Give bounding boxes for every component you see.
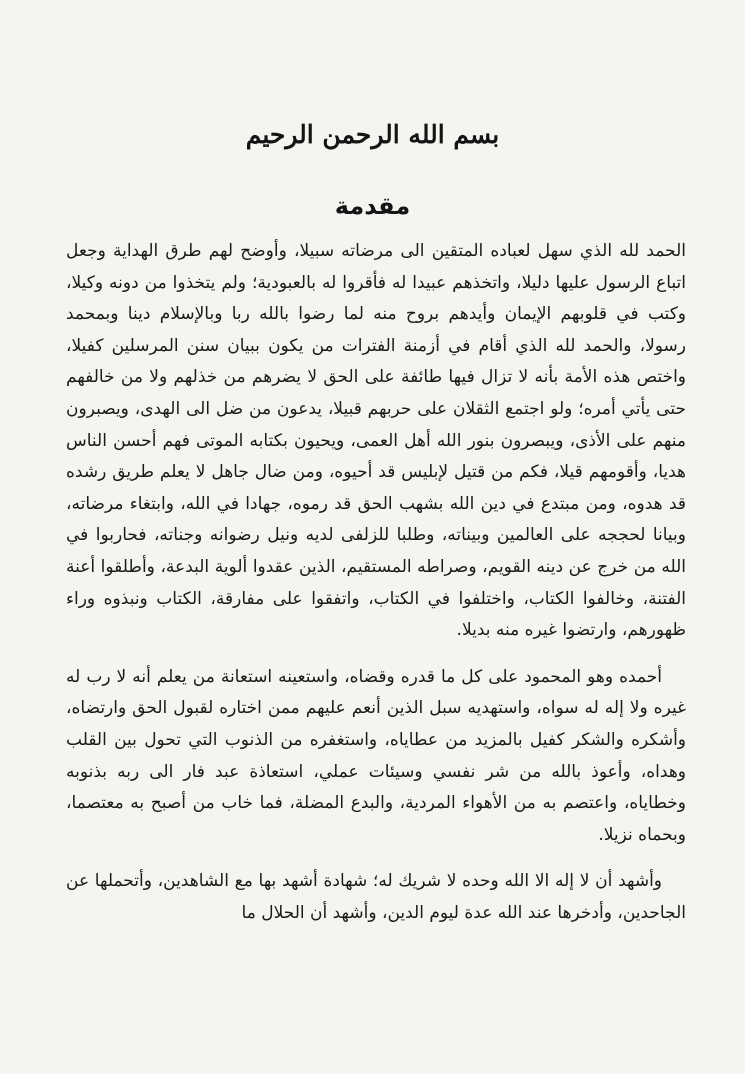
body-text	[66, 236, 686, 944]
section-heading: مقدمة	[334, 192, 411, 220]
paragraph: الحمد لله الذي سهل لعباده المتقين الى مرضاته سبيلا، وأوضح لهم طرق الهداية وجعل اتباع الرسول عليها دليلا، واتخذهم عبيدا له فأقروا له بالعبودية؛ ولم يتخذوا من دونه وكيلا، وكتب في قلوبهم الإيمان وأيدهم بروح منه لما رضوا بالله ربا وبالإسلام دينا وبمحمد رسولا، والحمد لله الذي أقام في أزمنة الفترات من يكون ببيان سنن المرسلين كفيلا، واختص هذه الأمة بأنه لا تزال فيها طائفة على الحق لا يضرهم من خذلهم ولا من خالفهم حتى يأتي أمره؛ ولو اجتمع الثقلان على حربهم قبيلا، يدعون من ضل الى الهدى، ويصبرون منهم على الأذى، ويبصرون بنور الله أهل العمى، ويحيون بكتابه الموتى فهم أحسن الناس هديا، وأقومهم قيلا، فكم من قتيل لإبليس قد أحيوه، ومن ضال جاهل لا يعلم طريق رشده قد هدوه، ومن مبتدع في دين الله بشهب الحق قد رموه، جهادا في الله، وابتغاء مرضاته، وبيانا لحججه على العالمين وبيناته، وطلبا للزلفى لديه ونيل رضوانه وجناته، فحاربوا في الله من خرج عن دينه القويم، وصراطه المستقيم، الذين عقدوا ألوية البدعة، وأطلقوا أعنة الفتنة، وخالفوا الكتاب، واختلفوا في الكتاب، واتفقوا على مفارقة، الكتاب ونبذوه وراء ظهورهم، وارتضوا غيره منه بديلا.	[66, 241, 686, 641]
paragraph: وأشهد أن لا إله الا الله وحده لا شريك له؛ شهادة أشهد بها مع الشاهدين، وأتحملها عن الجاحدين، وأدخرها عند الله عدة ليوم الدين، وأشهد أن الحلال ما	[66, 871, 686, 923]
basmala-calligraphy: بسم الله الرحمن الرحيم	[245, 120, 500, 149]
paragraph: أحمده وهو المحمود على كل ما قدره وقضاه، واستعينه استعانة من يعلم أنه لا رب له غيره ولا إله له سواه، واستهديه سبل الذين أنعم عليهم ممن اختاره لقبول الحق وارتضاه، وأشكره والشكر كفيل بالمزيد من عطاياه، واستغفره من الذنوب التي تحول بين القلب وهداه، وأعوذ بالله من شر نفسي وسيئات عملي، استعاذة عبد فار الى ربه بذنوبه وخطاياه، واعتصم به من الأهواء المردية، والبدع المضلة، فما خاب من أصبح به معتصما، وبحماه نزيلا.	[66, 666, 686, 845]
